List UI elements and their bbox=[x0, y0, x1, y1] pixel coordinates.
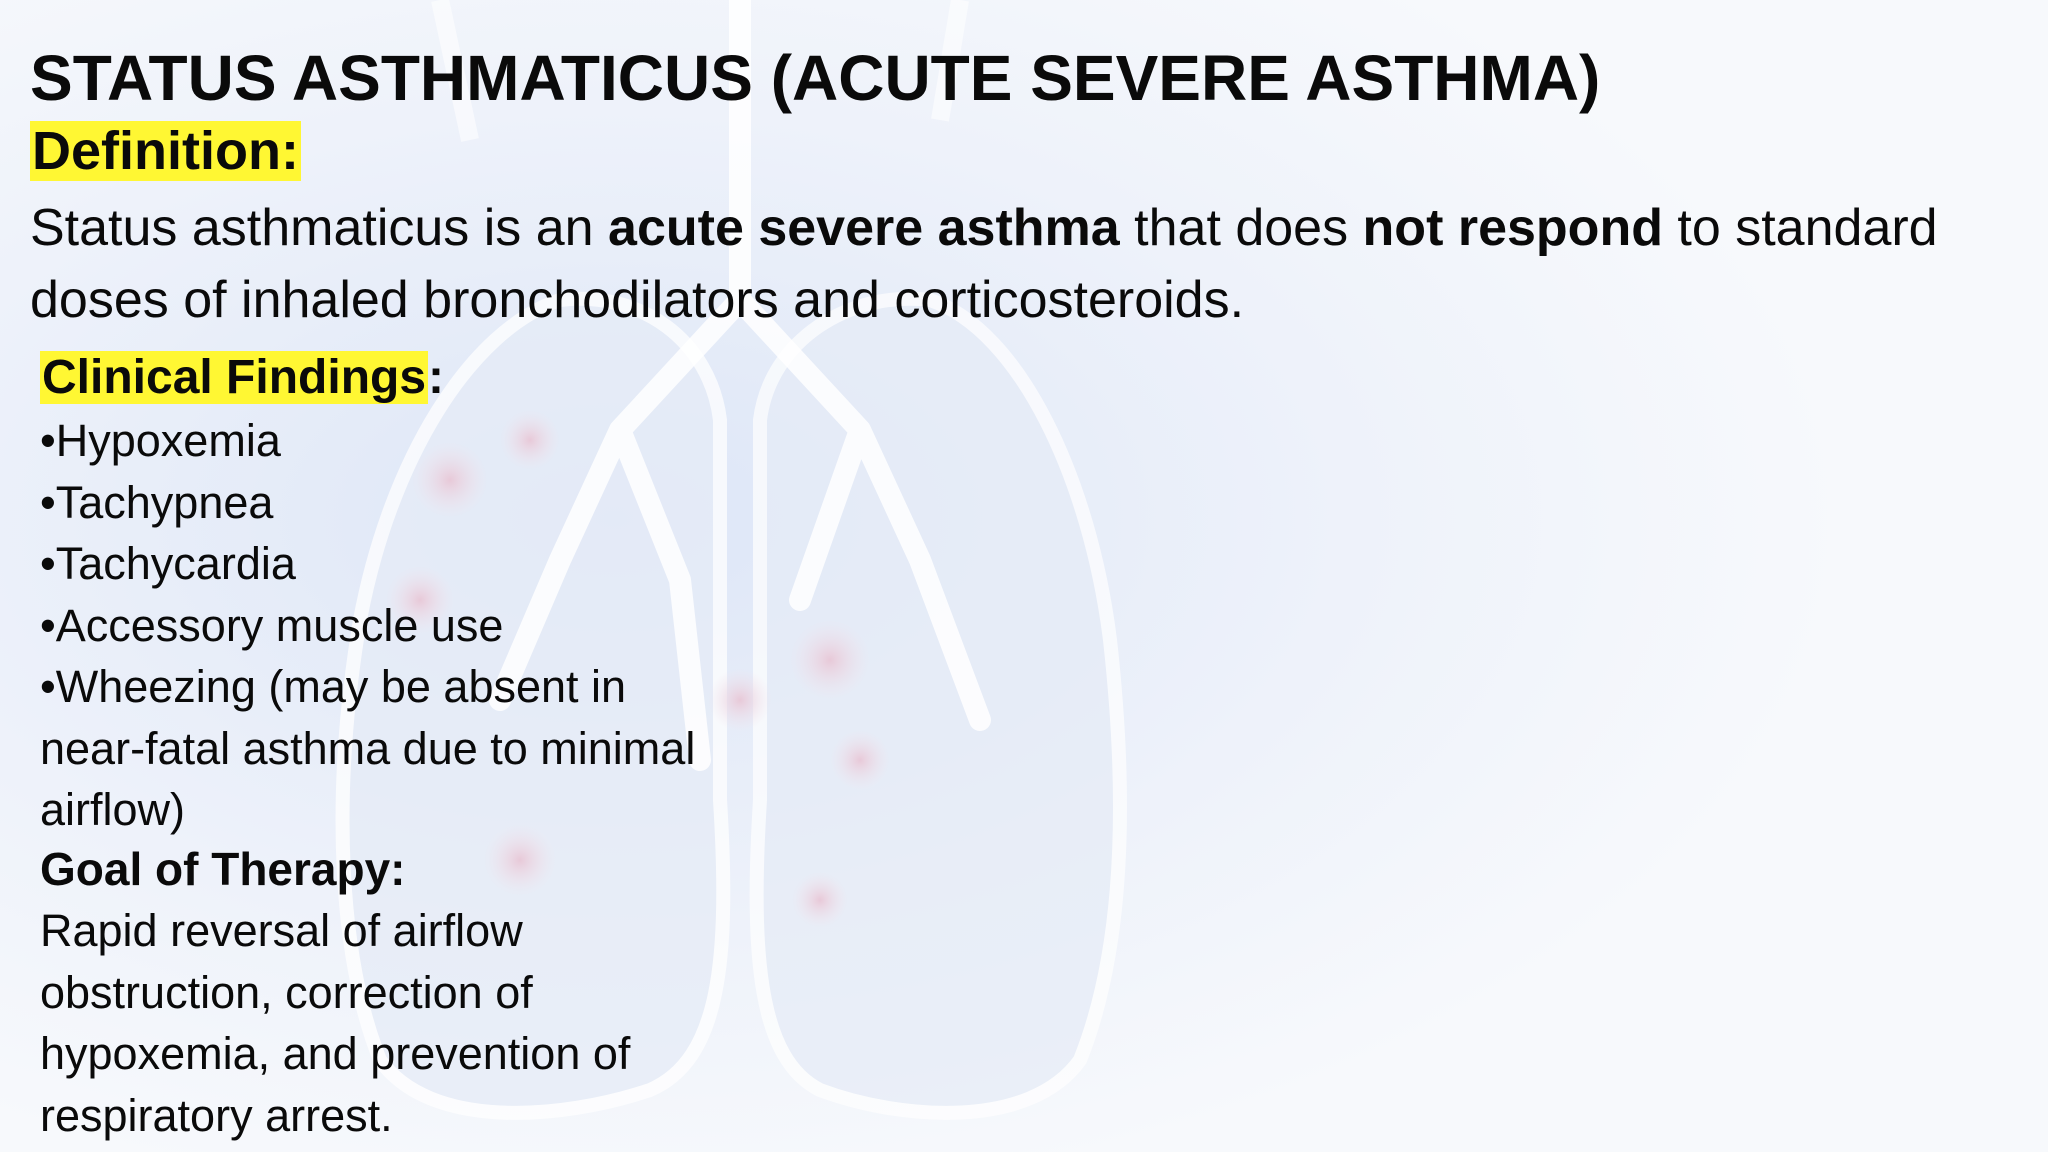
definition-emphasis-not-respond: not respond bbox=[1362, 199, 1663, 257]
definition-text-part: Status asthmaticus is an bbox=[30, 199, 609, 257]
list-item: •Wheezing (may be absent in near-fatal asthma due to minimal airflow) bbox=[40, 661, 696, 835]
slide-title: STATUS ASTHMATICUS (ACUTE SEVERE ASTHMA) bbox=[30, 42, 1601, 114]
goal-of-therapy-heading: Goal of Therapy: bbox=[40, 843, 406, 895]
definition-text bbox=[30, 192, 1990, 336]
definition-heading-highlight: Definition: bbox=[32, 121, 299, 181]
clinical-findings-heading-highlight: Clinical Findings bbox=[42, 351, 427, 404]
goal-of-therapy-text: Rapid reversal of airflow obstruction, correction of hypoxemia, and prevention of respiratory arrest. bbox=[40, 905, 631, 1141]
clinical-findings-list bbox=[40, 410, 740, 841]
list-item: •Hypoxemia bbox=[40, 415, 281, 466]
list-item: •Tachypnea bbox=[40, 476, 274, 528]
definition-heading bbox=[30, 118, 301, 184]
clinical-findings-heading bbox=[40, 346, 444, 410]
definition-text-part: that does bbox=[1119, 199, 1363, 257]
list-item: •Tachycardia bbox=[40, 538, 296, 589]
list-item: •Accessory muscle use bbox=[40, 599, 504, 651]
definition-text-part: to standard doses of inhaled bronchodilators and corticosteroids. bbox=[30, 199, 1938, 329]
definition-emphasis-acute-severe-asthma: acute severe asthma bbox=[608, 199, 1120, 257]
clinical-findings-colon: : bbox=[428, 351, 445, 404]
